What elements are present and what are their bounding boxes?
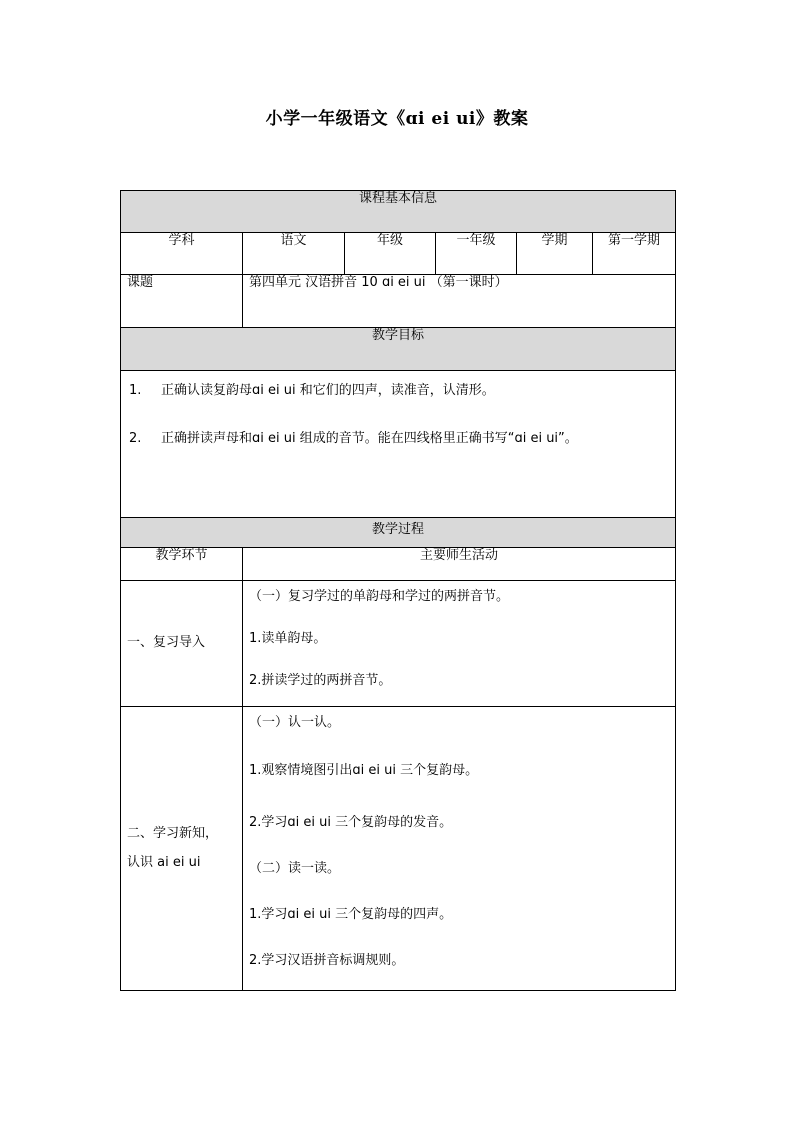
activity-column-header: 主要师生活动 (243, 548, 676, 581)
stage-name-line: 二、学习新知， (127, 825, 219, 841)
basic-info-row (121, 233, 676, 275)
stage-row (121, 707, 676, 991)
document-title: 小学一年级语文《ɑi ei ui》教案 (265, 109, 529, 129)
subject-value: 语文 (243, 233, 345, 275)
stage-activities (243, 581, 676, 707)
activity-line: 1.观察情境图引出ɑi ei ui 三个复韵母。 (249, 763, 479, 778)
activity-line: （二）读一读。 (249, 861, 341, 876)
lesson-plan-table (120, 190, 676, 991)
goals-row (121, 371, 676, 518)
activity-line: （一）复习学过的单韵母和学过的两拼音节。 (249, 589, 510, 604)
activity-line: 2.学习ɑi ei ui 三个复韵母的发音。 (249, 815, 453, 830)
activity-line: 1.读单韵母。 (249, 631, 327, 646)
stage-name-line: 认识 ai ei ui (127, 854, 201, 870)
grade-value: 一年级 (436, 233, 517, 275)
basic-info-header: 课程基本信息 (121, 191, 676, 233)
activity-line: 2.学习汉语拼音标调规则。 (249, 953, 405, 968)
stage-name (121, 707, 243, 991)
activity-line: 2.拼读学过的两拼音节。 (249, 673, 392, 688)
subject-label: 学科 (121, 233, 243, 275)
lesson-label: 课题 (121, 275, 243, 328)
process-columns-row (121, 548, 676, 581)
grade-label: 年级 (345, 233, 436, 275)
process-header: 教学过程 (121, 518, 676, 548)
lesson-value: 第四单元 汉语拼音 10 ɑi ei ui （第一课时） (243, 275, 676, 328)
goal-number: 1. (129, 383, 142, 398)
goal-item (129, 383, 667, 399)
goal-item (129, 431, 667, 447)
term-value: 第一学期 (593, 233, 676, 275)
goals-header-row (121, 328, 676, 371)
goal-text: 正确认读复韵母ɑi ei ui 和它们的四声，读准音，认清形。 (161, 383, 495, 398)
goal-number: 2. (129, 430, 142, 446)
stage-name: 一、复习导入 (121, 581, 243, 707)
basic-info-header-row (121, 191, 676, 233)
stage-column-header: 教学环节 (121, 548, 243, 581)
goals-cell (121, 371, 676, 518)
stage-activities (243, 707, 676, 991)
lesson-row (121, 275, 676, 328)
term-label: 学期 (517, 233, 593, 275)
activity-line: （一）认一认。 (249, 715, 341, 730)
process-header-row (121, 518, 676, 548)
goal-text: 正确拼读声母和ɑi ei ui 组成的音节。能在四线格里正确书写“ɑi ei ui”。 (161, 430, 578, 446)
stage-row (121, 581, 676, 707)
goals-header: 教学目标 (121, 328, 676, 371)
activity-line: 1.学习ɑi ei ui 三个复韵母的四声。 (249, 907, 453, 922)
